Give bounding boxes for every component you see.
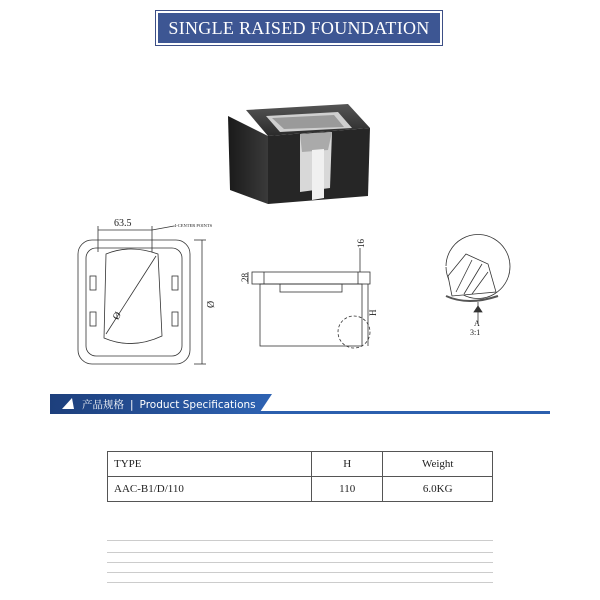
- detail-scale: 3:1: [470, 328, 481, 337]
- spec-table: [107, 451, 493, 502]
- detail-label: A: [474, 319, 480, 328]
- header-weight: Weight: [383, 452, 493, 477]
- cell-type: AAC-B1/D/110: [108, 477, 312, 502]
- top-view: [78, 226, 206, 364]
- spec-section-label: 产品规格 | Product Specifications: [82, 399, 256, 411]
- table-header-row: [108, 452, 493, 477]
- product-photo: [228, 100, 372, 212]
- dim-28: 28: [240, 273, 250, 282]
- side-view: [248, 248, 370, 348]
- table-row: [108, 477, 493, 502]
- technical-drawing: [68, 216, 528, 376]
- dim-16: 16: [356, 239, 366, 248]
- page-title: SINGLE RAISED FOUNDATION: [168, 17, 430, 38]
- spec-section-header: [50, 394, 550, 416]
- dim-diameter: Ø: [110, 310, 124, 323]
- cell-h: 110: [311, 477, 383, 502]
- dim-h: H: [368, 309, 378, 316]
- header-type: TYPE: [108, 452, 312, 477]
- faded-table-lines: [107, 540, 493, 590]
- cell-weight: 6.0KG: [383, 477, 493, 502]
- dim-height-top: Ø: [206, 300, 217, 308]
- dim-63-5: 63.5: [114, 218, 132, 229]
- detail-view: [446, 235, 510, 325]
- spec-label-chinese: 产品规格: [82, 399, 124, 411]
- page-title-banner: [155, 10, 443, 46]
- spec-label-english: Product Specifications: [139, 399, 256, 411]
- center-points-note: 4-CENTER POINTS: [174, 223, 213, 228]
- header-h: H: [311, 452, 383, 477]
